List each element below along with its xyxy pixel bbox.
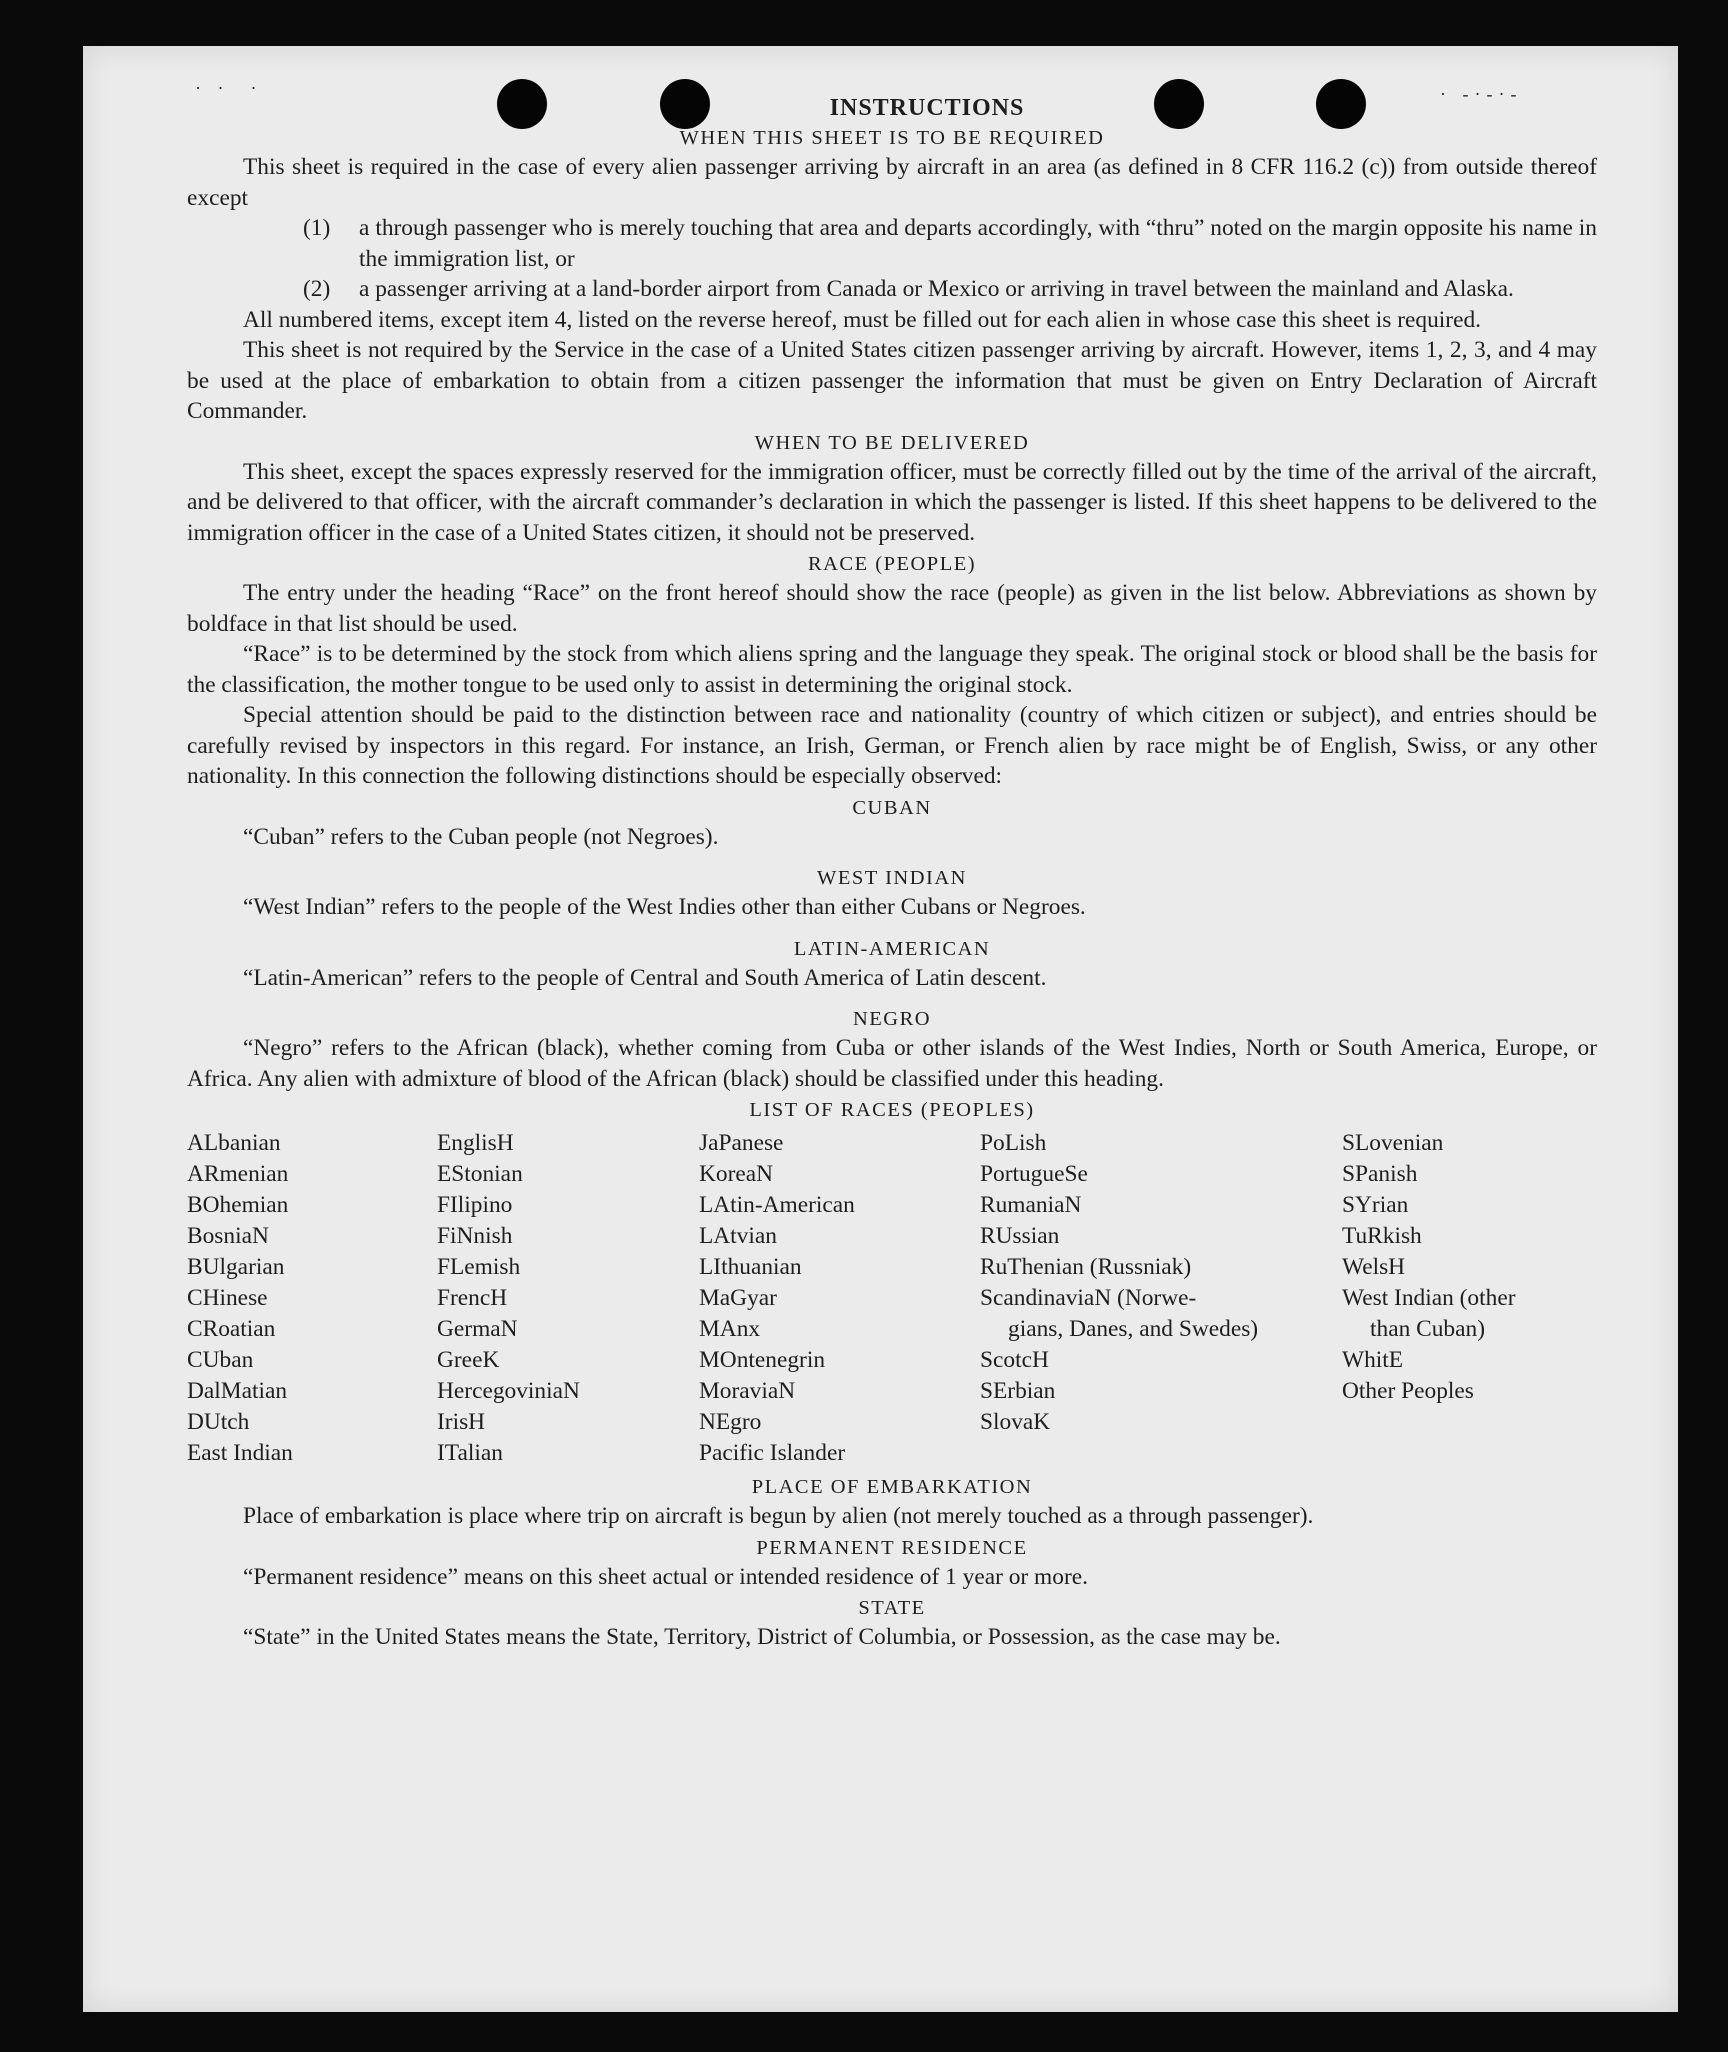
races-column (187, 1128, 437, 1469)
item-text: a passenger arriving at a land-border airport from Canada or Mexico or arriving in travel between the mainland and Alaska. (359, 276, 1514, 302)
race-entry: WelsH (1342, 1254, 1406, 1280)
list-item (187, 213, 1597, 274)
race-entry: WhitE (1342, 1347, 1404, 1373)
paragraph: Special attention should be paid to the distinction between race and nationality (country of which citizen or subject), and entries should be carefully revised by inspectors in this regard. For instance, an Irish, German, or French alien by race might be of English, Swiss, or any other nationality. In this connection the following distinctions should be especially observed: (187, 702, 1597, 789)
race-entry: CHinese (187, 1285, 268, 1311)
definition-text: “West Indian” refers to the people of the West Indies other than either Cubans or Negroes. (243, 894, 1086, 920)
race-entry: FiNnish (437, 1223, 513, 1249)
race-entry: HercegoviniaN (437, 1378, 580, 1404)
race-entry: PoLish (980, 1130, 1047, 1156)
race-entry: RumaniaN (980, 1192, 1082, 1218)
item-number: (2) (303, 276, 331, 302)
race-entry: FrencH (437, 1285, 508, 1311)
heading-when-required: WHEN THIS SHEET IS TO BE REQUIRED (679, 127, 1105, 149)
races-column (437, 1128, 699, 1469)
heading-permanent-residence: PERMANENT RESIDENCE (756, 1536, 1028, 1559)
race-entry: RuThenian (Russniak) (980, 1254, 1192, 1280)
race-entry: LAtvian (699, 1223, 777, 1249)
heading-embarkation: PLACE OF EMBARKATION (751, 1476, 1033, 1498)
race-entry: KoreaN (699, 1161, 774, 1187)
race-entry: ALbanian (187, 1130, 281, 1156)
paragraph: Place of embarkation is place where trip on aircraft is begun by alien (not merely touched as a through passenger). (243, 1503, 1314, 1529)
heading-negro: NEGRO (852, 1008, 932, 1030)
paragraph: “State” in the United States means the State, Territory, District of Columbia, or Possession, as the case may be. (243, 1624, 1281, 1650)
race-entry: FIlipino (437, 1192, 513, 1218)
race-entry: LIthuanian (699, 1254, 802, 1280)
item-text: a through passenger who is merely touching that area and departs accordingly, with “thru” noted on the margin opposite his name in the immigration list, or (359, 215, 1597, 272)
race-entry: IrisH (437, 1409, 486, 1435)
race-entry: ARmenian (187, 1161, 289, 1187)
race-entry: West Indian (other (1342, 1285, 1516, 1311)
race-entry-continued: than Cuban) (1370, 1316, 1485, 1342)
race-entry: EStonian (437, 1161, 523, 1187)
race-entry: GermaN (437, 1316, 518, 1342)
scan-speck: · -·-·- (1440, 84, 1523, 104)
races-column (1342, 1128, 1597, 1469)
race-entry: GreeK (437, 1347, 500, 1373)
race-entry: ITalian (437, 1440, 503, 1466)
heading-latin-american: LATIN-AMERICAN (793, 937, 991, 960)
race-entry: SErbian (980, 1378, 1056, 1404)
race-entry: MAnx (699, 1316, 761, 1342)
definition-text: “Cuban” refers to the Cuban people (not Negroes). (243, 823, 719, 850)
page-title: INSTRUCTIONS (829, 95, 1025, 121)
instructions-content (187, 92, 1597, 1653)
paragraph: “Race” is to be determined by the stock from which aliens spring and the language they speak. The original stock or blood shall be the basis for the classification, the mother tongue to be used only to assist in determining the original stock. (187, 641, 1597, 698)
item-number: (1) (303, 215, 331, 241)
race-entry: DUtch (187, 1409, 250, 1435)
list-item (187, 274, 1597, 305)
heading-when-delivered: WHEN TO BE DELIVERED (754, 431, 1030, 454)
race-entry: Pacific Islander (699, 1440, 846, 1466)
race-entry: BOhemian (187, 1192, 289, 1218)
race-entry: ScotcH (980, 1347, 1049, 1373)
race-entry: SPanish (1342, 1161, 1418, 1187)
races-column (699, 1128, 980, 1469)
race-entry: MOntenegrin (699, 1347, 826, 1373)
definition-text: “Negro” refers to the African (black), whether coming from Cuba or other islands of the West Indies, North or South America, Europe, or Africa. Any alien with admixture of blood of the African (black) should be classified under this heading. (187, 1035, 1597, 1092)
race-entry: CUban (187, 1347, 254, 1373)
heading-west-indian: WEST INDIAN (817, 867, 967, 889)
race-entry: JaPanese (699, 1130, 784, 1156)
race-entry: LAtin-American (699, 1192, 855, 1218)
paragraph: The entry under the heading “Race” on the front hereof should show the race (people) as given in the list below. Abbreviations as shown by boldface in that list should be used. (187, 580, 1597, 637)
race-entry: BosniaN (187, 1223, 269, 1249)
heading-list-of-races: LIST OF RACES (PEOPLES) (749, 1099, 1035, 1121)
race-entry: SlovaK (980, 1409, 1051, 1435)
race-entry: DalMatian (187, 1378, 288, 1404)
race-entry: RUssian (980, 1223, 1060, 1249)
race-entry: FLemish (437, 1254, 521, 1280)
scan-speck: · · · (195, 78, 263, 98)
race-entry: TuRkish (1342, 1223, 1422, 1249)
race-entry: NEgro (699, 1409, 762, 1435)
race-entry: EnglisH (437, 1130, 514, 1156)
paragraph: All numbered items, except item 4, listed on the reverse hereof, must be filled out for each alien in whose case this sheet is required. (243, 306, 1482, 333)
paragraph: This sheet is not required by the Service in the case of a United States citizen passenger arriving by aircraft. However, items 1, 2, 3, and 4 may be used at the place of embarkation to obtain from a citizen passenger the information that must be given on Entry Declaration of Aircraft Commander. (187, 337, 1597, 424)
paragraph: This sheet, except the spaces expressly reserved for the immigration officer, must be correctly filled out by the time of the arrival of the aircraft, and be delivered to that officer, with the aircraft commander’s declaration in which the passenger is listed. If this sheet happens to be delivered to the immigration officer in the case of a United States citizen, it should not be preserved. (187, 458, 1597, 546)
definition-text: “Latin-American” refers to the people of Central and South America of Latin descent. (243, 964, 1047, 991)
race-entry: SLovenian (1342, 1130, 1444, 1156)
race-entry: MoraviaN (699, 1378, 796, 1404)
race-entry: BUlgarian (187, 1254, 285, 1280)
race-entry: CRoatian (187, 1316, 276, 1342)
heading-cuban: CUBAN (852, 796, 932, 819)
race-entry: Other Peoples (1342, 1378, 1474, 1404)
race-entry: PortugueSe (980, 1161, 1088, 1187)
races-column (980, 1128, 1342, 1469)
race-entry-continued: gians, Danes, and Swedes) (1008, 1316, 1259, 1342)
race-entry: MaGyar (699, 1285, 777, 1311)
races-list (187, 1128, 1597, 1469)
paragraph: This sheet is required in the case of every alien passenger arriving by aircraft in an area (as defined in 8 CFR 116.2 (c)) from outside thereof except (187, 154, 1597, 211)
heading-state: STATE (858, 1597, 926, 1619)
race-entry: ScandinaviaN (Norwe- (980, 1285, 1197, 1311)
heading-race: RACE (PEOPLE) (807, 553, 977, 575)
race-entry: East Indian (187, 1440, 293, 1466)
paragraph: “Permanent residence” means on this sheet actual or intended residence of 1 year or more. (243, 1563, 1088, 1590)
race-entry: SYrian (1342, 1192, 1409, 1218)
